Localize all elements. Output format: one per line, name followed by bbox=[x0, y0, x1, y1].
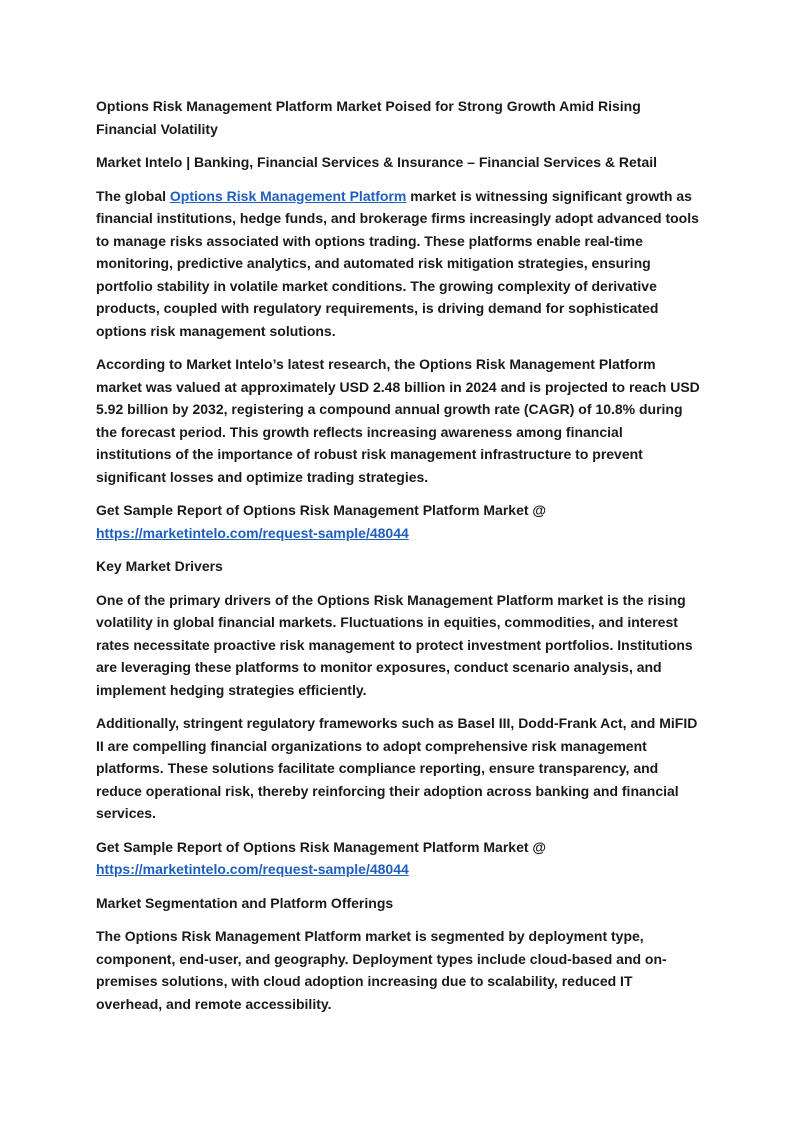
intro-paragraph bbox=[96, 185, 700, 343]
sample-report-label-1: Get Sample Report of Options Risk Management Platform Market @ bbox=[96, 502, 547, 518]
segmentation-heading: Market Segmentation and Platform Offerings bbox=[96, 894, 394, 911]
article-title: Options Risk Management Platform Market Poised for Strong Growth Amid Rising Financial Volatility bbox=[96, 98, 641, 137]
document-page bbox=[96, 95, 700, 1026]
drivers-paragraph-2: Additionally, stringent regulatory frameworks such as Basel III, Dodd-Frank Act, and MiFID II are compelling financial organizations to adopt comprehensive risk management platforms. These solutions facilitate compliance reporting, ensure transparency, and reduce operational risk, thereby reinforcing their adoption across banking and financial services. bbox=[96, 715, 698, 821]
research-paragraph: According to Market Intelo’s latest research, the Options Risk Management Platform market was valued at approximately USD 2.48 billion in 2024 and is projected to reach USD 5.92 billion by 2032, registering a compound annual growth rate (CAGR) of 10.8% during the forecast period. This growth reflects increasing awareness among financial institutions of the importance of robust risk management infrastructure to prevent significant losses and optimize trading strategies. bbox=[96, 356, 700, 485]
sample-report-link-1[interactable]: https://marketintelo.com/request-sample/48044 bbox=[96, 524, 409, 541]
sample-report-label-2: Get Sample Report of Options Risk Management Platform Market @ bbox=[96, 838, 547, 855]
article-byline: Market Intelo | Banking, Financial Services & Insurance – Financial Services & Retail bbox=[96, 154, 658, 170]
segmentation-paragraph: The Options Risk Management Platform market is segmented by deployment type, component, end-user, and geography. Deployment types include cloud-based and on-premises solutions, with cloud adoption increasing due to scalability, reduced IT overhead, and remote accessibility. bbox=[96, 928, 667, 1012]
sample-report-block-1 bbox=[96, 499, 700, 544]
drivers-paragraph-1: One of the primary drivers of the Options Risk Management Platform market is the rising volatility in global financial markets. Fluctuations in equities, commodities, and interest rates necessitate proactive risk management to protect investment portfolios. Institutions are leveraging these platforms to monitor exposures, conduct scenario analysis, and implement hedging strategies efficiently. bbox=[96, 591, 693, 698]
intro-text-after: market is witnessing significant growth as financial institutions, hedge funds, and brokerage firms increasingly adopt advanced tools to manage risks associated with options trading. These platforms enable real-time monitoring, predictive analytics, and automated risk mitigation strategies, ensuring portfolio stability in volatile market conditions. The growing complexity of derivative products, coupled with regulatory requirements, is driving demand for sophisticated options risk management solutions. bbox=[96, 187, 699, 339]
sample-report-link-2[interactable]: https://marketintelo.com/request-sample/48044 bbox=[96, 861, 409, 877]
options-risk-platform-link[interactable]: Options Risk Management Platform bbox=[169, 187, 407, 204]
sample-report-block-2 bbox=[96, 836, 700, 881]
intro-text-before: The global bbox=[96, 187, 170, 204]
key-drivers-heading: Key Market Drivers bbox=[96, 558, 223, 574]
